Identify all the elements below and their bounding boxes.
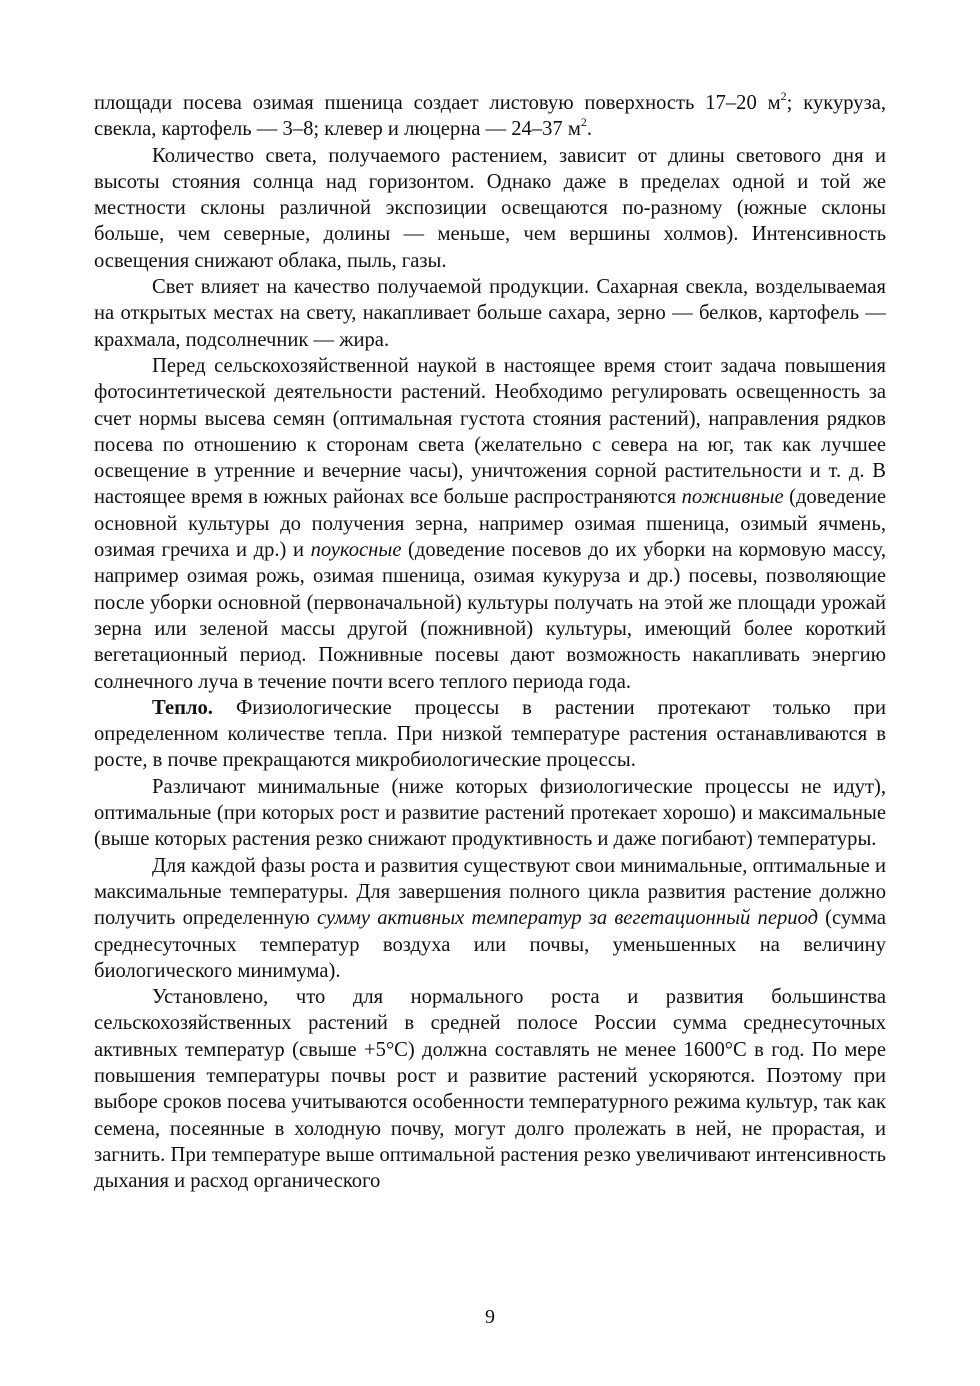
text-run: Перед сельскохозяйственной наукой в настоящее время стоит задача повышения фотосинтетической деятельности растений. Необходимо регулировать освещенность за счет нормы высева семян (оптимальная густота стояния растений), направления рядков посева по отношению к сторонам света (желательно с севера на юг, так как лучшее освещение в утренние и вечерние часы), уничтожения сорной растительности и т. д. В настоящее время в южных районах все больше распространяются — [94, 354, 886, 509]
text-run: площади посева озимая пшеница создает листовую поверхность 17–20 м — [94, 92, 781, 114]
superscript: 2 — [580, 115, 587, 130]
paragraph-heat — [94, 695, 886, 774]
italic-term: поукосные — [310, 539, 402, 562]
italic-term: пожнивные — [681, 486, 784, 509]
superscript: 2 — [780, 89, 787, 104]
text-run: (сумма среднесуточных температур воздуха или почвы, уменьшенных на величину биологического минимума). — [94, 907, 886, 982]
text-run: Для каждой фазы роста и развития существуют свои минимальные, оптимальные и максимальные температуры. Для завершения полного цикла развития растение должно получить определенную — [94, 854, 886, 930]
text-run: (доведение основной культуры до получения зерна, например озимая пшеница, озимый ячмень, озимая гречиха и др.) и — [94, 486, 886, 562]
paragraph-light-amount: Количество света, получаемого растением, зависит от длины светового дня и высоты стояния солнца над горизонтом. Однако даже в пределах одной и той же местности склоны различной экспозиции освещаются по-разному (южные склоны больше, чем северные, долины — меньше, чем вершины холмов). Интенсивность освещения снижают облака, пыль, газы. — [94, 144, 886, 272]
paragraph-active-temperatures — [94, 853, 886, 984]
paragraph-light-quality: Свет влияет на качество получаемой продукции. Сахарная свекла, возделываемая на открытых местах на свету, накапливает больше сахара, зерно — белков, картофель — крахмала, подсолнечник — жира. — [94, 276, 886, 351]
paragraph-leaf-area — [94, 90, 886, 143]
italic-term: сумму активных температур за вегетационный период — [317, 907, 818, 930]
text-run: ; кукуруза, свекла, картофель — 3–8; клевер и люцерна — 24–37 м — [94, 92, 886, 141]
paragraph-temperature-types: Различают минимальные (ниже которых физиологические процессы не идут), оптимальные (при которых рост и развитие растений протекает хорошо) и максимальные (выше которых растения резко снижают продуктивность и даже погибают) температуры. — [94, 775, 886, 851]
paragraph-russia-temperatures: Установлено, что для нормального роста и развития большинства сельскохозяйственных растений в средней полосе России сумма среднесуточных активных температур (свыше +5°С) должна составлять не менее 1600°С в год. По мере повышения температуры почвы рост и развитие растений ускоряются. Поэтому при выборе сроков посева учитываются особенности температурного режима культур, так как семена, посеянные в холодную почву, могут долго пролежать в ней, не прорастая, и загнить. При температуре выше оптимальной растения резко увеличивают интенсивность дыхания и расход органического — [94, 986, 886, 1193]
text-run: (доведение посевов до их уборки на кормовую массу, например озимая рожь, озимая пшеница, озимая кукуруза и др.) посевы, позволяющие после уборки основной (первоначальной) культуры получать на этой же площади урожай зерна или зеленой массы другой (пожнивной) культуры, имеющий более короткий вегетационный период. Пожнивные посевы дают возможность накапливать энергию солнечного луча в течение почти всего теплого периода года. — [94, 539, 887, 693]
paragraph-photosynthesis — [94, 353, 886, 695]
text-run: Физиологические процессы в растении протекают только при определенном количестве тепла. При низкой температуре растения останавливаются в росте, в почве прекращаются микробиологические процессы. — [94, 696, 886, 772]
body-text — [94, 90, 886, 1194]
page-number: 9 — [485, 1306, 495, 1328]
section-heading: Тепло. — [152, 696, 213, 719]
text-run: . — [586, 118, 593, 141]
